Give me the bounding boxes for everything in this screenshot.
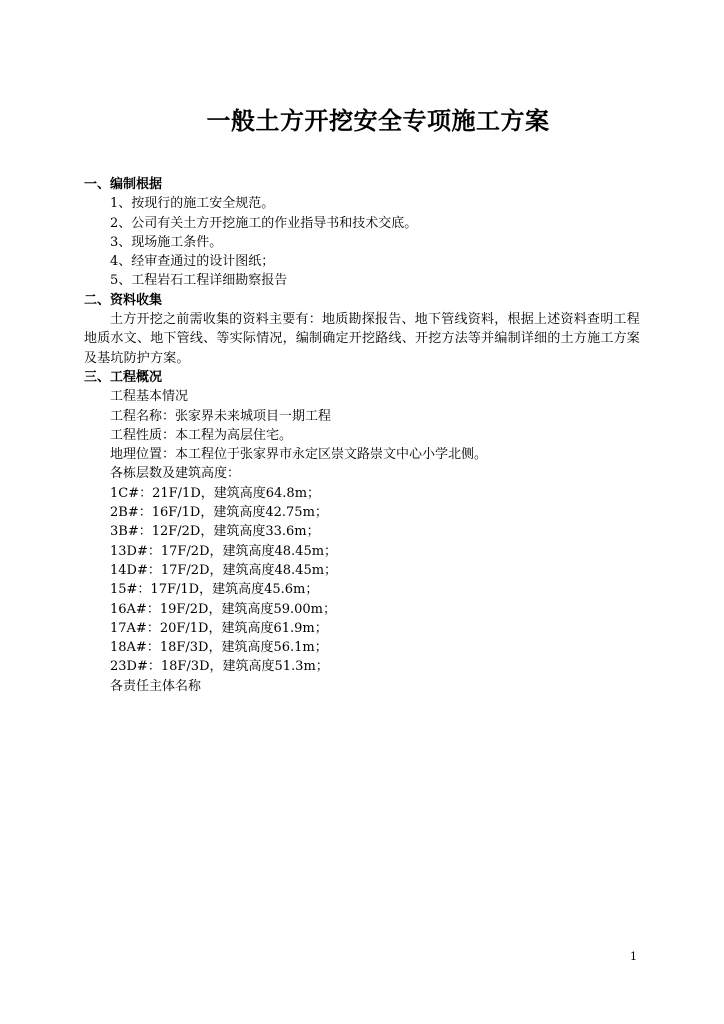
building-line-1c: 1C#：21F/1D，建筑高度64.8m； bbox=[110, 485, 321, 501]
basis-item-5: 5、工程岩石工程详细勘察报告 bbox=[110, 273, 288, 289]
overview-line-basic-info: 工程基本情况 bbox=[110, 389, 189, 405]
section-heading-basis: 一、编制根据 bbox=[84, 177, 163, 192]
basis-item-2: 2、公司有关土方开挖施工的作业指导书和技术交底。 bbox=[110, 215, 418, 231]
overview-line-project-nature: 工程性质：本工程为高层住宅。 bbox=[110, 427, 293, 443]
overview-line-responsible-parties: 各责任主体名称 bbox=[110, 678, 202, 694]
overview-line-floors-heading: 各栋层数及建筑高度： bbox=[110, 466, 241, 482]
building-line-2b: 2B#：16F/1D，建筑高度42.75m； bbox=[110, 505, 328, 521]
document-title: 一般土方开挖安全专项施工方案 bbox=[206, 107, 550, 135]
building-line-14d: 14D#：17F/2D，建筑高度48.45m； bbox=[110, 562, 338, 578]
building-line-18a: 18A#：18F/3D，建筑高度56.1m； bbox=[110, 640, 328, 656]
basis-item-1: 1、按现行的施工安全规范。 bbox=[110, 196, 275, 212]
basis-item-3: 3、现场施工条件。 bbox=[110, 234, 223, 250]
section-heading-project-overview: 三、工程概况 bbox=[84, 369, 163, 385]
building-line-15: 15#：17F/1D，建筑高度45.6m； bbox=[110, 582, 319, 598]
document-body bbox=[84, 175, 640, 696]
building-line-13d: 13D#：17F/2D，建筑高度48.45m； bbox=[110, 543, 338, 559]
page-number: 1 bbox=[630, 950, 637, 963]
building-line-16a: 16A#：19F/2D，建筑高度59.00m； bbox=[110, 601, 337, 617]
data-collection-paragraph: 土方开挖之前需收集的资料主要有：地质勘探报告、地下管线资料，根据上述资料查明工程地质水文、地下管线、等实际情况，编制确定开挖路线、开挖方法等并编制详细的土方施工方案及基坑防护方案。 bbox=[84, 312, 640, 366]
building-line-17a: 17A#：20F/1D，建筑高度61.9m； bbox=[110, 620, 328, 636]
overview-line-project-name: 工程名称：张家界未来城项目一期工程 bbox=[110, 408, 332, 424]
section-heading-data-collection: 二、资料收集 bbox=[84, 292, 163, 308]
building-line-23d: 23D#：18F/3D，建筑高度51.3m； bbox=[110, 659, 329, 675]
overview-line-location: 地理位置：本工程位于张家界市永定区崇文路崇文中心小学北侧。 bbox=[110, 447, 488, 463]
building-line-3b: 3B#：12F/2D，建筑高度33.6m； bbox=[110, 524, 320, 540]
basis-item-4: 4、经审查通过的设计图纸； bbox=[110, 254, 275, 270]
